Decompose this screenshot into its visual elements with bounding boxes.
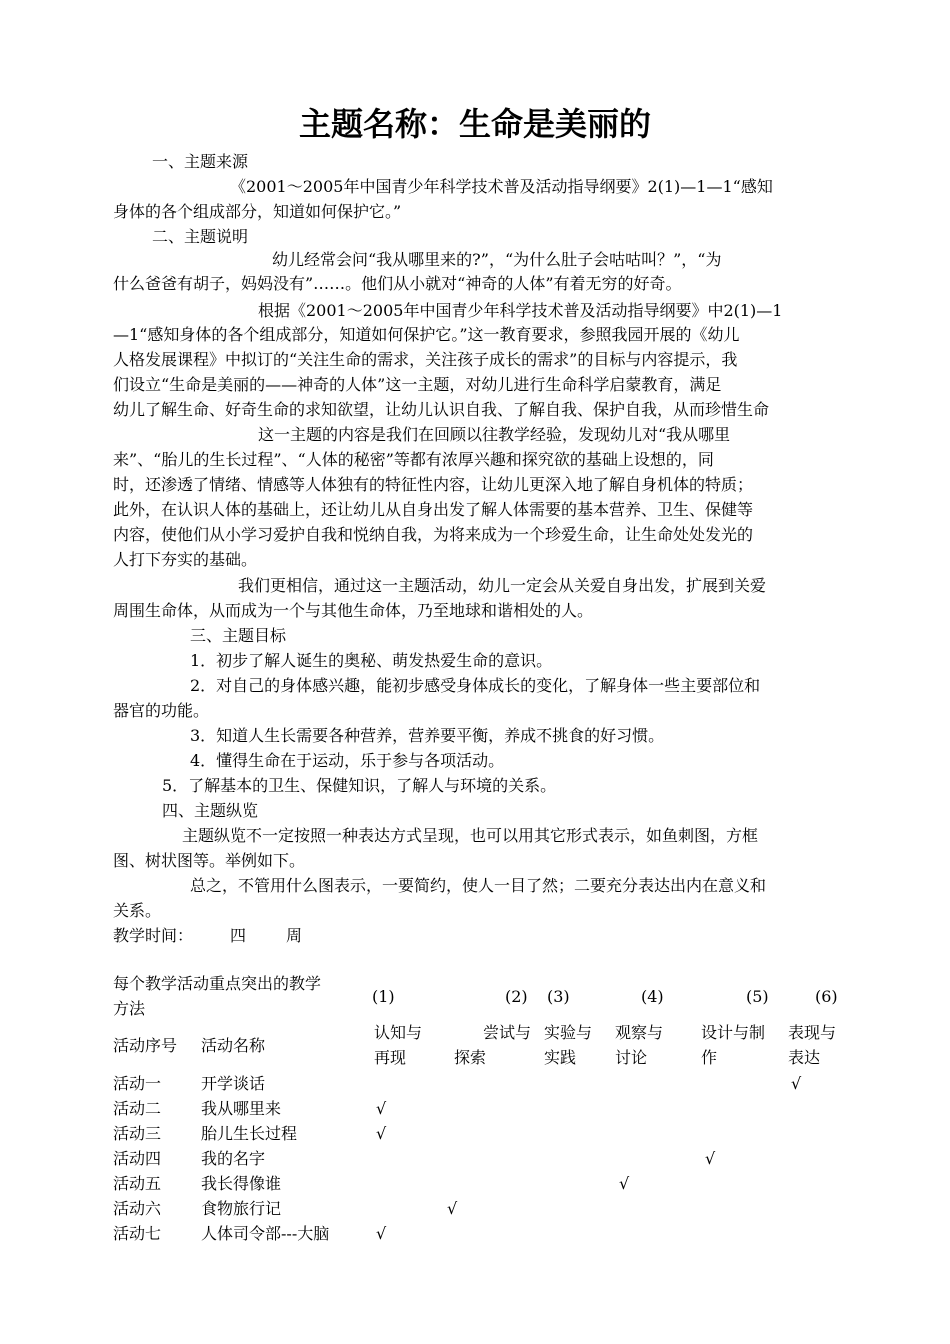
table-method-header: 每个教学活动重点突出的教学	[113, 974, 322, 993]
method-number: (4)	[641, 987, 664, 1006]
method-header: 实验与	[544, 1023, 593, 1042]
method-number: (3)	[547, 987, 570, 1006]
paragraph-line: 此外，在认识人体的基础上，还让幼儿从自身出发了解人体需要的基本营养、卫生、保健等	[113, 500, 754, 519]
goal-item: 2．对自己的身体感兴趣，能初步感受身体成长的变化，了解身体一些主要部位和	[190, 676, 761, 695]
paragraph-line: 《2001～2005年中国青少年科学技术普及活动指导纲要》2(1)—1—1“感知	[230, 177, 773, 196]
section-heading-goals: 三、主题目标	[190, 626, 287, 645]
paragraph-line: 我们更相信，通过这一主题活动，幼儿一定会从关爱自身出发，扩展到关爱	[238, 576, 767, 595]
activity-name: 开学谈话	[201, 1074, 266, 1093]
paragraph-line: 总之，不管用什么图表示，一要简约，使人一目了然；二要充分表达出内在意义和	[190, 876, 767, 895]
teaching-time-label: 教学时间：	[113, 926, 194, 945]
goal-item: 1．初步了解人诞生的奥秘、萌发热爱生命的意识。	[190, 651, 553, 670]
page-title: 主题名称：生命是美丽的	[298, 105, 651, 143]
method-header: 实践	[544, 1048, 577, 1067]
method-number: (2)	[505, 987, 528, 1006]
method-header: 设计与制	[701, 1023, 766, 1042]
check-mark-icon: √	[376, 1099, 387, 1118]
goal-item: 3．知道人生长需要各种营养，营养要平衡，养成不挑食的好习惯。	[190, 726, 665, 745]
method-header: 认知与	[374, 1023, 423, 1042]
method-header: 尝试与	[483, 1023, 532, 1042]
method-header: 观察与	[615, 1023, 664, 1042]
activity-seq: 活动三	[113, 1124, 162, 1143]
method-header: 讨论	[615, 1048, 648, 1067]
paragraph-line: 根据《2001～2005年中国青少年科学技术普及活动指导纲要》中2(1)—1	[258, 301, 783, 320]
check-mark-icon: √	[447, 1199, 458, 1218]
activity-seq: 活动五	[113, 1174, 162, 1193]
method-header: 再现	[374, 1048, 407, 1067]
activity-seq: 活动七	[113, 1224, 162, 1243]
paragraph-line: 这一主题的内容是我们在回顾以往教学经验，发现幼儿对“我从哪里	[258, 425, 731, 444]
teaching-time-value: 四	[230, 926, 247, 945]
paragraph-line: 什么爸爸有胡子，妈妈没有”……。他们从小就对“神奇的人体”有着无穷的好奇。	[113, 274, 682, 293]
activity-name: 我的名字	[201, 1149, 266, 1168]
paragraph-line: 身体的各个组成部分，知道如何保护它。”	[113, 202, 402, 221]
goal-item: 器官的功能。	[113, 701, 210, 720]
activity-name: 人体司令部---大脑	[201, 1224, 330, 1243]
paragraph-line: 主题纵览不一定按照一种表达方式呈现，也可以用其它形式表示，如鱼刺图，方框	[182, 826, 759, 845]
paragraph-line: 图、树状图等。举例如下。	[113, 851, 306, 870]
check-mark-icon: √	[376, 1124, 387, 1143]
goal-item: 5．了解基本的卫生、保健知识，了解人与环境的关系。	[162, 776, 557, 795]
activity-name: 胎儿生长过程	[201, 1124, 298, 1143]
section-heading-source: 一、主题来源	[152, 152, 249, 171]
paragraph-line: 来”、“胎儿的生长过程”、“人体的秘密”等都有浓厚兴趣和探究欲的基础上设想的，同	[113, 450, 714, 469]
method-header: 探索	[454, 1048, 487, 1067]
check-mark-icon: √	[376, 1224, 387, 1243]
method-header: 表达	[788, 1048, 821, 1067]
activity-seq: 活动六	[113, 1199, 162, 1218]
activity-name: 食物旅行记	[201, 1199, 282, 1218]
section-heading-description: 二、主题说明	[152, 227, 249, 246]
paragraph-line: 关系。	[113, 901, 162, 920]
paragraph-line: —1“感知身体的各个组成部分，知道如何保护它。”这一教育要求，参照我园开展的《幼儿	[113, 325, 740, 344]
paragraph-line: 内容，使他们从小学习爱护自我和悦纳自我，为将来成为一个珍爱生命，让生命处处发光的	[113, 525, 754, 544]
paragraph-line: 人打下夯实的基础。	[113, 550, 258, 569]
paragraph-line: 周围生命体，从而成为一个与其他生命体，乃至地球和谐相处的人。	[113, 601, 594, 620]
paragraph-line: 幼儿经常会问“我从哪里来的?”，“为什么肚子会咕咕叫？”，“为	[272, 250, 722, 269]
method-number: (1)	[372, 987, 395, 1006]
goal-item: 4．懂得生命在于运动，乐于参与各项活动。	[190, 751, 505, 770]
paragraph-line: 幼儿了解生命、好奇生命的求知欲望，让幼儿认识自我、了解自我、保护自我，从而珍惜生命	[113, 400, 770, 419]
method-header: 表现与	[788, 1023, 837, 1042]
check-mark-icon: √	[619, 1174, 630, 1193]
activity-seq: 活动一	[113, 1074, 162, 1093]
activity-seq: 活动二	[113, 1099, 162, 1118]
method-number: (5)	[746, 987, 769, 1006]
paragraph-line: 人格发展课程》中拟订的“关注生命的需求，关注孩子成长的需求”的目标与内容提示，我	[113, 350, 738, 369]
method-header: 作	[701, 1048, 718, 1067]
method-number: (6)	[815, 987, 838, 1006]
table-method-header: 方法	[113, 999, 146, 1018]
section-heading-overview: 四、主题纵览	[162, 801, 259, 820]
column-header-name: 活动名称	[201, 1036, 266, 1055]
activity-seq: 活动四	[113, 1149, 162, 1168]
activity-name: 我长得像谁	[201, 1174, 282, 1193]
teaching-time-unit: 周	[286, 926, 303, 945]
activity-name: 我从哪里来	[201, 1099, 282, 1118]
column-header-seq: 活动序号	[113, 1036, 178, 1055]
check-mark-icon: √	[705, 1149, 716, 1168]
paragraph-line: 们设立“生命是美丽的——神奇的人体”这一主题，对幼儿进行生命科学启蒙教育，满足	[113, 375, 722, 394]
check-mark-icon: √	[791, 1074, 802, 1093]
paragraph-line: 时，还渗透了情绪、情感等人体独有的特征性内容，让幼儿更深入地了解自身机体的特质；	[113, 475, 754, 494]
